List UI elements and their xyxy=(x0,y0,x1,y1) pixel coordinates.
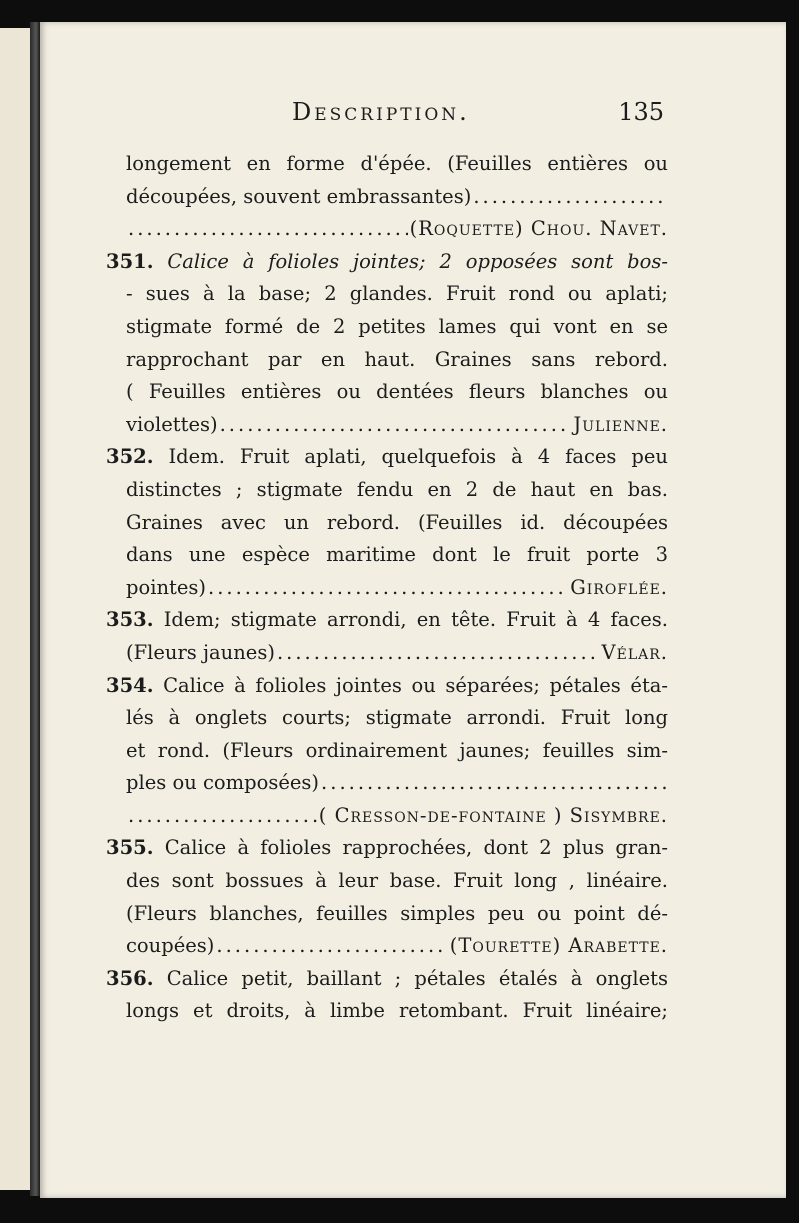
text-line: ( Feuilles entières ou dentées fleurs blanches ou xyxy=(126,380,668,404)
text-line: 352. Idem. Fruit aplati, quelquefois à 4 faces peu xyxy=(106,445,668,469)
text-line: 354. Calice à folioles jointes ou séparées; pétales éta- xyxy=(106,673,668,697)
text-line: (Fleurs jaunes) ..... Vélar. xyxy=(126,637,668,670)
dot-leader xyxy=(277,637,600,670)
dot-leader xyxy=(321,767,666,800)
text-line: découpées, souvent embrassantes) ..... xyxy=(126,181,668,214)
dot-leader xyxy=(128,213,408,246)
entry-number: 351. xyxy=(106,249,154,273)
text-line: 356. Calice petit, baillant ; pétales étalés à onglets xyxy=(106,966,668,990)
text-line: ples ou composées) ..... xyxy=(126,767,668,800)
entry-number: 354. xyxy=(106,673,154,697)
running-title: Description. xyxy=(292,98,470,126)
text-line: pointes) ..... Giroflée. xyxy=(126,572,668,605)
text-line: longement en forme d'épée. (Feuilles entières ou xyxy=(126,152,668,175)
dot-leader xyxy=(208,572,568,605)
text-line: ..... ( Cresson-de-fontaine ) Sisymbre. xyxy=(126,800,668,833)
text-line: 351. Calice à folioles jointes; 2 opposées sont bos- xyxy=(106,249,668,273)
text-line: coupées) ..... (Tourette) Arabette. xyxy=(126,930,668,963)
entry-number: 355. xyxy=(106,836,154,860)
text-line: dans une espèce maritime dont le fruit porte 3 xyxy=(126,543,668,567)
text-line: (Fleurs blanches, feuilles simples peu ou point dé- xyxy=(126,901,668,925)
entry-number: 356. xyxy=(106,966,154,990)
dot-leader xyxy=(128,800,317,833)
book-gutter xyxy=(30,22,40,1196)
entry-number: 353. xyxy=(106,608,154,632)
text-line: distinctes ; stigmate fendu en 2 de haut en bas. xyxy=(126,477,668,501)
text-line: stigmate formé de 2 petites lames qui vont en se xyxy=(126,314,668,338)
page-number: 135 xyxy=(618,98,664,126)
text-line: des sont bossues à leur base. Fruit long , linéaire. xyxy=(126,869,668,893)
text-line: 353. Idem; stigmate arrondi, en tête. Fruit à 4 faces. xyxy=(106,608,668,632)
dot-leader xyxy=(220,409,572,442)
text-line: violettes) ..... Julienne. xyxy=(126,409,668,442)
text-line: Graines avec un rebord. (Feuilles id. découpées xyxy=(126,510,668,534)
text-line: et rond. (Fleurs ordinairement jaunes; feuilles sim- xyxy=(126,738,668,762)
text-line: lés à onglets courts; stigmate arrondi. Fruit long xyxy=(126,706,668,730)
text-line: rapprochant par en haut. Graines sans rebord. xyxy=(126,347,668,371)
text-line: longs et droits, à limbe retombant. Fruit linéaire; xyxy=(126,999,668,1023)
entry-number: 352. xyxy=(106,445,154,469)
text-line: - sues à la base; 2 glandes. Fruit rond ou aplati; xyxy=(126,282,668,306)
page-body xyxy=(106,148,668,1028)
dot-leader xyxy=(216,930,447,963)
text-line: ..... (Roquette) Chou. Navet. xyxy=(126,213,668,246)
dot-leader xyxy=(473,181,666,214)
page-header xyxy=(292,98,664,132)
text-line: 355. Calice à folioles rapprochées, dont 2 plus gran- xyxy=(106,836,668,860)
